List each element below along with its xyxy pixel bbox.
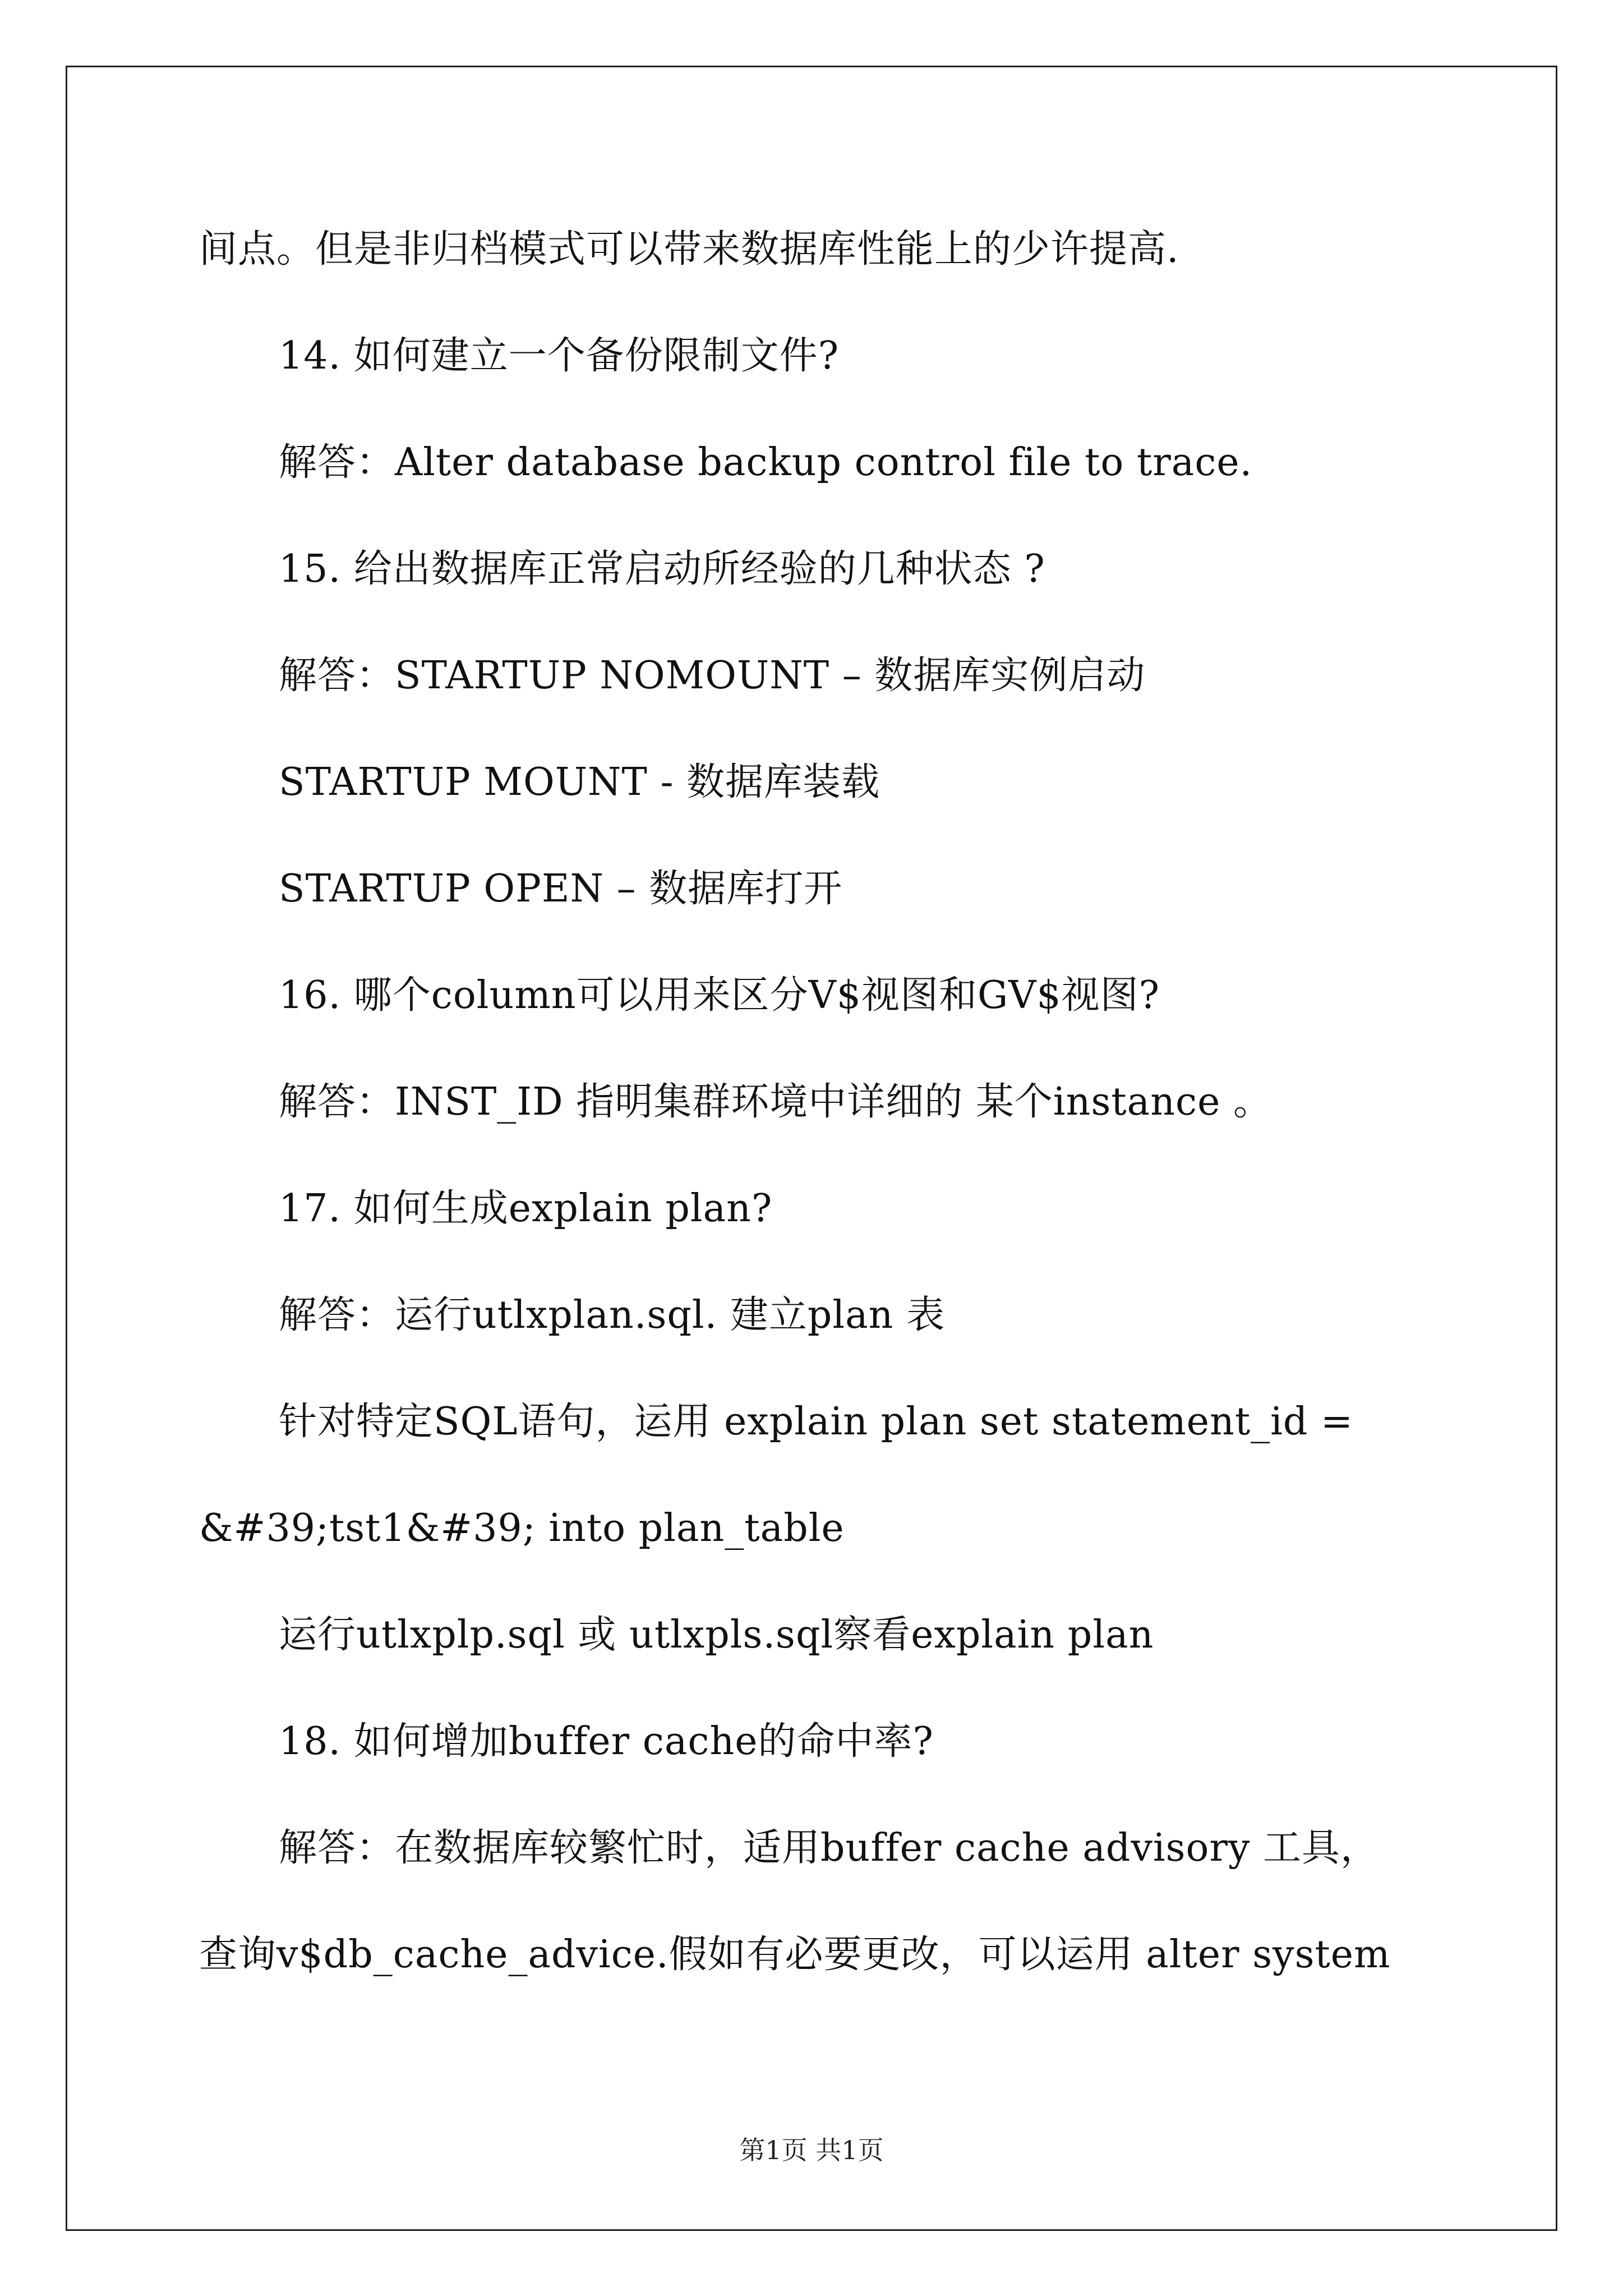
question-14: 14. 如何建立一个备份限制文件? [279,334,840,378]
question-16: 16. 哪个column可以用来区分V$视图和GV$视图? [279,973,1160,1018]
answer-15-line-3: STARTUP OPEN – 数据库打开 [279,867,843,911]
answer-17-line-4: 运行utlxplp.sql 或 utlxpls.sql察看explain plan [279,1613,1154,1657]
question-18: 18. 如何增加buffer cache的命中率? [279,1719,934,1764]
question-15: 15. 给出数据库正常启动所经验的几种状态 ? [279,547,1045,591]
answer-15-line-2: STARTUP MOUNT - 数据库装载 [279,760,880,804]
answer-18-line-1: 解答：在数据库较繁忙时，适用buffer cache advisory 工具， [279,1826,1379,1870]
answer-15-line-1: 解答：STARTUP NOMOUNT – 数据库实例启动 [279,654,1146,698]
answer-17-line-1: 解答：运行utlxplan.sql. 建立plan 表 [279,1293,946,1337]
answer-18-line-2: 查询v$db_cache_advice.假如有必要更改，可以运用 alter system [199,1932,1391,1977]
text-line-1: 间点。但是非归档模式可以带来数据库性能上的少许提高. [199,227,1179,272]
answer-16: 解答：INST_ID 指明集群环境中详细的 某个instance 。 [279,1080,1272,1124]
question-17: 17. 如何生成explain plan? [279,1186,773,1231]
answer-17-line-2: 针对特定SQL语句，运用 explain plan set statement_id = [279,1400,1354,1444]
page-border [66,66,1557,2231]
answer-14: 解答：Alter database backup control file to trace. [279,440,1253,485]
answer-17-line-3: &#39;tst1&#39; into plan_table [199,1506,845,1550]
page-footer: 第1页 共1页 [739,2135,884,2165]
